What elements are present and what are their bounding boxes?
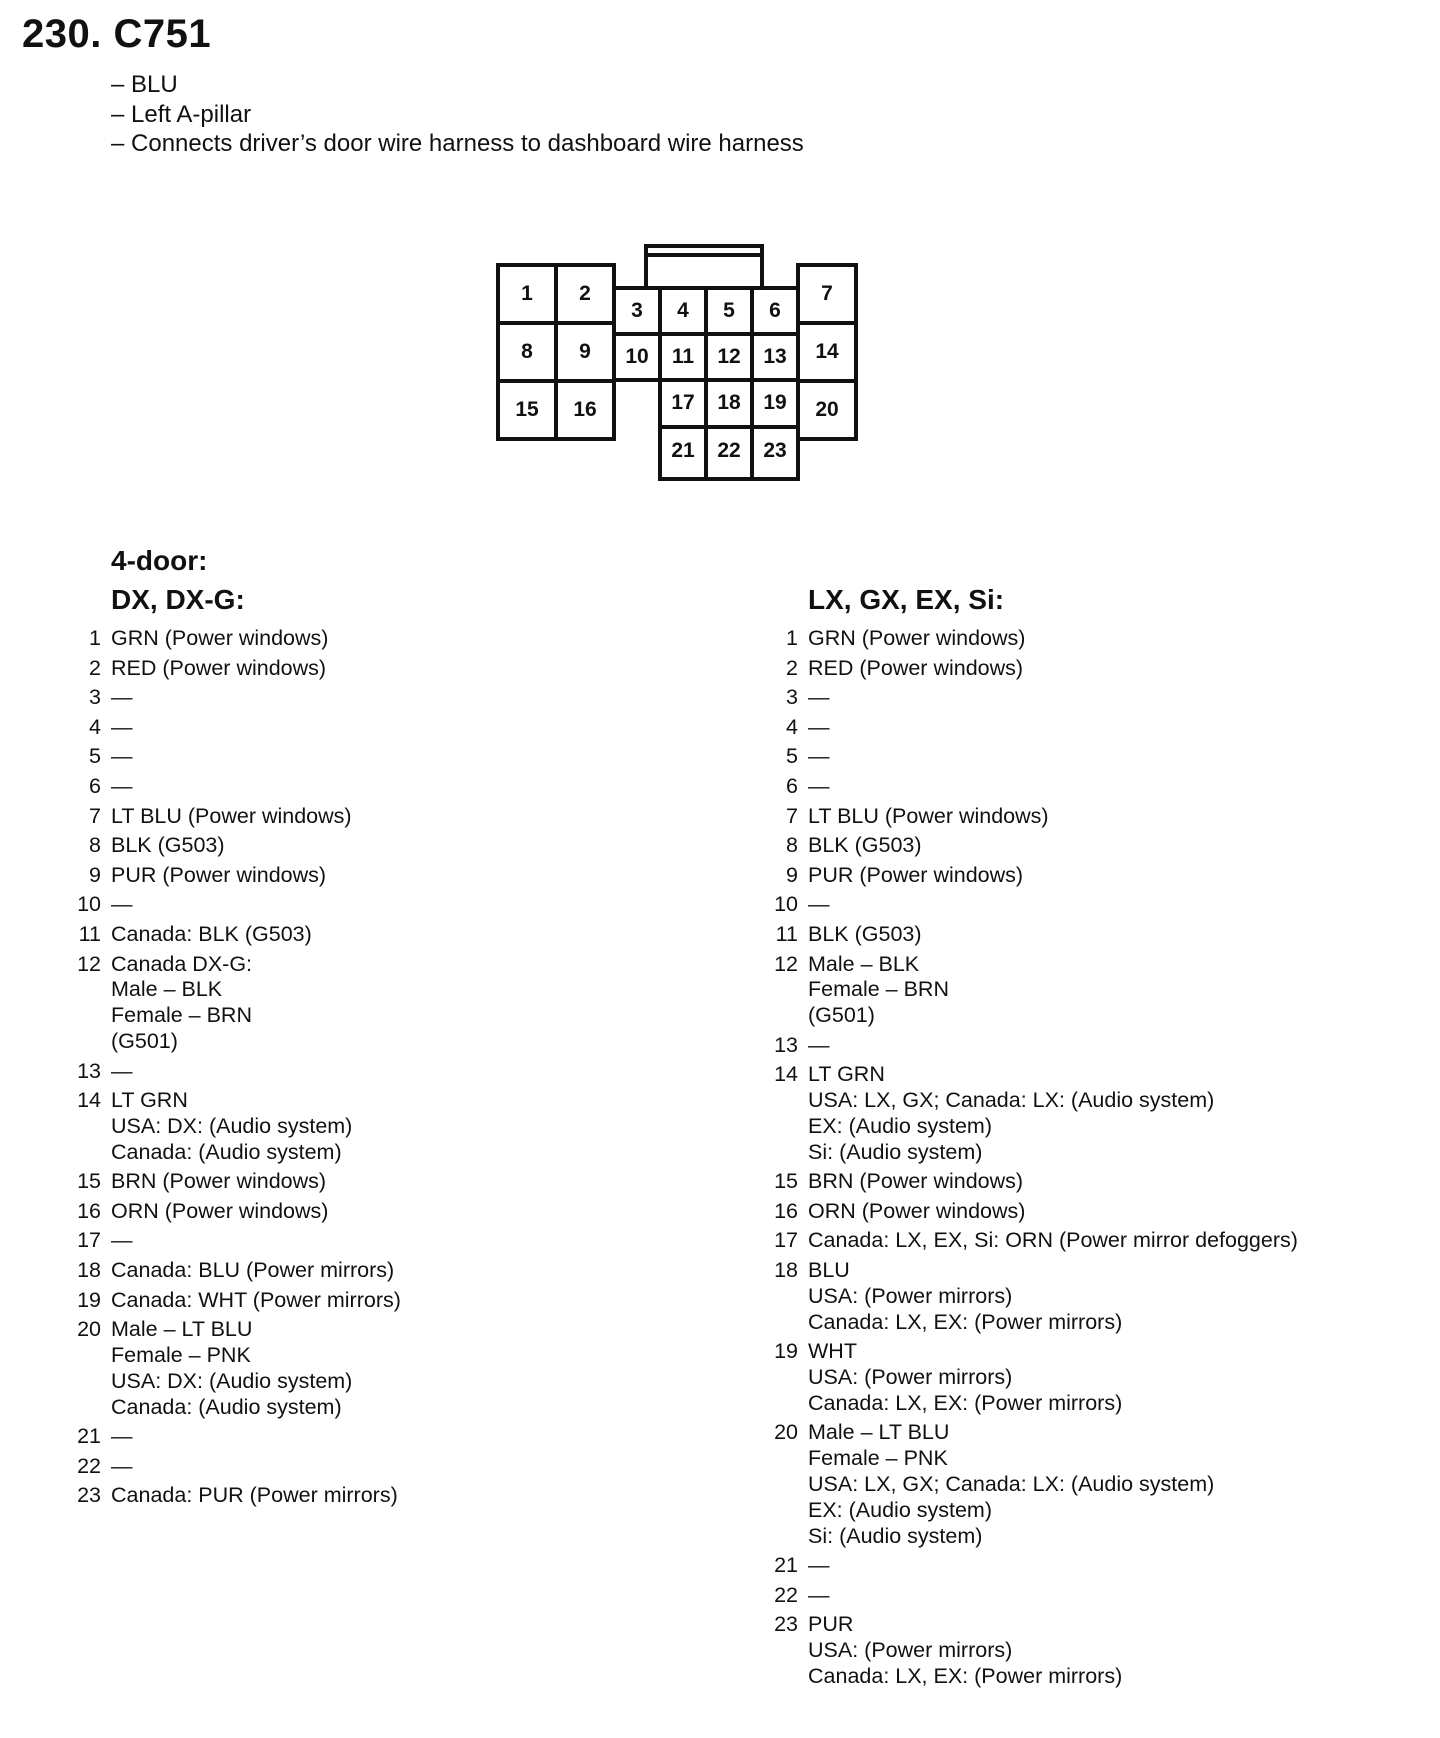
pin-description-line: LT GRN <box>111 1088 188 1113</box>
pin-entry <box>68 626 401 652</box>
pin-entry <box>765 1583 1298 1609</box>
pin-entry <box>68 1454 401 1480</box>
pin-entry <box>68 1288 401 1314</box>
pin-entry <box>765 1228 1298 1254</box>
pin-number: 23 <box>77 1483 101 1508</box>
pin-description-line: BLU <box>808 1258 850 1283</box>
pin-entry <box>68 744 401 770</box>
pin-description-line: BLK (G503) <box>808 833 922 858</box>
pin-3: 3 <box>631 299 643 322</box>
pin-18: 18 <box>717 391 741 414</box>
connector-purpose: – Connects driver’s door wire harness to dashboard wire harness <box>111 130 804 157</box>
pin-entry <box>765 1169 1298 1195</box>
pin-number: 10 <box>77 892 101 917</box>
pin-number: 9 <box>89 862 101 887</box>
pin-entry <box>765 952 1298 1029</box>
pin-number: 19 <box>774 1339 798 1364</box>
pin-7: 7 <box>821 282 833 305</box>
pin-description-line: — <box>808 685 830 710</box>
pin-number: 1 <box>786 626 798 650</box>
pin-description-line: GRN (Power windows) <box>111 626 329 650</box>
pin-description-line: — <box>111 1453 133 1478</box>
pin-description-line: Male – LT BLU <box>111 1317 253 1342</box>
pin-description-line: (G501) <box>111 1028 178 1053</box>
pin-number: 3 <box>89 685 101 710</box>
pin-number: 22 <box>77 1453 101 1478</box>
pin-entry <box>765 656 1298 682</box>
pin-number: 12 <box>77 951 101 976</box>
pin-description-line: EX: (Audio system) <box>808 1497 992 1522</box>
pin-number: 16 <box>774 1198 798 1223</box>
pin-number: 8 <box>786 833 798 858</box>
pin-description-line: — <box>808 892 830 917</box>
pin-description-line: Canada: PUR (Power mirrors) <box>111 1483 398 1508</box>
pin-number: 22 <box>774 1582 798 1607</box>
pin-description-line: USA: DX: (Audio system) <box>111 1368 353 1393</box>
pin-entry <box>68 952 401 1055</box>
pin-description-line: Canada: BLU (Power mirrors) <box>111 1258 395 1283</box>
pin-number: 3 <box>786 685 798 710</box>
pin-number: 6 <box>89 773 101 798</box>
pin-4: 4 <box>677 299 689 322</box>
connector-diagram <box>494 243 864 483</box>
pin-description-line: Female – BRN <box>111 1003 252 1028</box>
pin-description-line: ORN (Power windows) <box>111 1198 329 1223</box>
pin-number: 2 <box>786 655 798 680</box>
right-column-heading: LX, GX, EX, Si: <box>808 584 1005 615</box>
pin-description-line: USA: LX, GX; Canada: LX: (Audio system) <box>808 1472 1215 1497</box>
pin-entry <box>68 685 401 711</box>
pin-number: 17 <box>77 1228 101 1253</box>
pin-description-line: LT BLU (Power windows) <box>808 803 1049 828</box>
pin-description-line: USA: DX: (Audio system) <box>111 1113 353 1138</box>
pin-21: 21 <box>671 439 695 462</box>
pin-entry <box>765 1199 1298 1225</box>
pin-description-line: Male – BLK <box>808 951 920 976</box>
pin-description-line: — <box>111 714 133 739</box>
pin-description-line: — <box>111 685 133 710</box>
pin-entry <box>765 715 1298 741</box>
pin-number: 23 <box>774 1612 798 1637</box>
pin-entry <box>68 863 401 889</box>
right-pin-list <box>765 626 1298 1694</box>
pin-19: 19 <box>763 391 787 414</box>
section-heading-4-door: 4-door: <box>111 545 208 576</box>
pin-number: 19 <box>77 1287 101 1312</box>
left-pin-list <box>68 626 401 1513</box>
pin-number: 7 <box>89 803 101 828</box>
pin-number: 14 <box>774 1062 798 1087</box>
pin-description-line: BRN (Power windows) <box>808 1169 1024 1194</box>
pin-entry <box>68 1483 401 1509</box>
pin-number: 8 <box>89 833 101 858</box>
pin-entry <box>68 804 401 830</box>
pin-entry <box>765 804 1298 830</box>
pin-description-line: — <box>808 773 830 798</box>
pin-entry <box>765 685 1298 711</box>
pin-entry <box>68 1059 401 1085</box>
pin-20: 20 <box>815 398 839 421</box>
connector-location: – Left A-pillar <box>111 100 252 128</box>
pin-number: 21 <box>77 1424 101 1449</box>
pin-description-line: WHT <box>808 1339 857 1364</box>
pin-10: 10 <box>625 345 649 368</box>
pin-description-line: — <box>111 1228 133 1253</box>
pin-number: 16 <box>77 1198 101 1223</box>
pin-description-line: Si: (Audio system) <box>808 1523 983 1548</box>
pin-entry <box>68 656 401 682</box>
pin-entry <box>68 774 401 800</box>
pin-number: 18 <box>774 1258 798 1283</box>
pin-number: 11 <box>775 921 798 946</box>
pin-number: 4 <box>786 714 798 739</box>
pin-description-line: USA: (Power mirrors) <box>808 1365 1013 1390</box>
pin-entry <box>765 1339 1298 1416</box>
pin-number: 20 <box>77 1317 101 1342</box>
pin-13: 13 <box>763 345 787 368</box>
pin-description-line: Canada: LX, EX: (Power mirrors) <box>808 1664 1123 1689</box>
pin-entry <box>765 922 1298 948</box>
pin-number: 12 <box>774 951 798 976</box>
pin-description-line: PUR (Power windows) <box>808 862 1024 887</box>
pin-entry <box>765 1258 1298 1335</box>
pin-number: 14 <box>77 1088 101 1113</box>
pin-description-line: — <box>808 1553 830 1578</box>
pin-entry <box>68 1317 401 1420</box>
pin-description-line: Si: (Audio system) <box>808 1139 983 1164</box>
pin-description-line: — <box>808 1582 830 1607</box>
pin-number: 2 <box>89 655 101 680</box>
pin-description-line: BLK (G503) <box>808 921 922 946</box>
pin-description-line: LT GRN <box>808 1062 885 1087</box>
pin-entry <box>68 1228 401 1254</box>
connector-description <box>111 70 804 159</box>
pin-number: 13 <box>77 1058 101 1083</box>
pin-number: 7 <box>786 803 798 828</box>
pin-description-line: Male – LT BLU <box>808 1420 950 1445</box>
pin-description-line: (G501) <box>808 1003 875 1028</box>
pin-number: 1 <box>89 626 101 650</box>
connector-latch <box>646 246 762 288</box>
pin-11: 11 <box>671 345 695 368</box>
pin-description-line: LT BLU (Power windows) <box>111 803 352 828</box>
pin-description-line: ORN (Power windows) <box>808 1198 1026 1223</box>
pin-entry <box>765 863 1298 889</box>
pin-description-line: Canada: LX, EX: (Power mirrors) <box>808 1309 1123 1334</box>
pin-description-line: RED (Power windows) <box>808 655 1024 680</box>
pin-number: 15 <box>77 1169 101 1194</box>
pin-22: 22 <box>717 439 741 462</box>
pin-5: 5 <box>723 299 735 322</box>
pin-description-line: — <box>808 714 830 739</box>
pin-description-line: BLK (G503) <box>111 833 225 858</box>
left-column-heading: DX, DX-G: <box>111 584 245 615</box>
pin-description-line: Female – BRN <box>808 977 949 1002</box>
pin-number: 11 <box>78 921 101 946</box>
pin-number: 21 <box>774 1553 798 1578</box>
pin-2: 2 <box>579 282 591 305</box>
pin-description-line: EX: (Audio system) <box>808 1113 992 1138</box>
pin-15: 15 <box>515 398 539 421</box>
pin-description-line: GRN (Power windows) <box>808 626 1026 650</box>
pin-number: 13 <box>774 1032 798 1057</box>
pin-description-line: — <box>111 773 133 798</box>
pin-description-line: Canada: LX, EX, Si: ORN (Power mirror defoggers) <box>808 1228 1298 1253</box>
pin-description-line: Canada: (Audio system) <box>111 1394 342 1419</box>
pin-description-line: — <box>111 1424 133 1449</box>
pin-description-line: — <box>111 892 133 917</box>
pin-description-line: USA: (Power mirrors) <box>808 1283 1013 1308</box>
pin-number: 4 <box>89 714 101 739</box>
pin-number: 10 <box>774 892 798 917</box>
pin-number: 9 <box>786 862 798 887</box>
pin-number: 6 <box>786 773 798 798</box>
pin-16: 16 <box>573 398 597 421</box>
pin-number: 18 <box>77 1258 101 1283</box>
pin-description-line: — <box>111 744 133 769</box>
pin-number: 15 <box>774 1169 798 1194</box>
pin-entry <box>68 1169 401 1195</box>
pin-entry <box>68 892 401 918</box>
pin-description-line: Canada: BLK (G503) <box>111 921 312 946</box>
pin-entry <box>68 922 401 948</box>
pin-23: 23 <box>763 439 787 462</box>
pin-number: 5 <box>786 744 798 769</box>
pin-entry <box>765 1033 1298 1059</box>
pin-description-line: Canada: (Audio system) <box>111 1139 342 1164</box>
pin-description-line: — <box>808 744 830 769</box>
pin-description-line: PUR <box>808 1612 854 1637</box>
pin-17: 17 <box>671 391 695 414</box>
pin-description-line: USA: LX, GX; Canada: LX: (Audio system) <box>808 1088 1215 1113</box>
pin-entry <box>765 1062 1298 1165</box>
pin-9: 9 <box>579 340 591 363</box>
pin-entry <box>765 833 1298 859</box>
pin-entry <box>765 626 1298 652</box>
pin-12: 12 <box>717 345 741 368</box>
pin-description-line: BRN (Power windows) <box>111 1169 327 1194</box>
page-title: 230. C751 <box>22 12 212 56</box>
pin-8: 8 <box>521 340 533 363</box>
pin-6: 6 <box>769 299 781 322</box>
pin-description-line: USA: (Power mirrors) <box>808 1638 1013 1663</box>
pin-entry <box>765 892 1298 918</box>
pin-description-line: Female – PNK <box>111 1343 251 1368</box>
pin-entry <box>765 1420 1298 1549</box>
pin-description-line: — <box>111 1058 133 1083</box>
pin-entry <box>68 1258 401 1284</box>
pin-description-line: Canada DX-G: <box>111 951 253 976</box>
pin-number: 17 <box>774 1228 798 1253</box>
pin-entry <box>68 715 401 741</box>
pin-number: 20 <box>774 1420 798 1445</box>
pin-entry <box>765 744 1298 770</box>
pin-entry <box>68 1424 401 1450</box>
pin-description-line: RED (Power windows) <box>111 655 327 680</box>
pin-1: 1 <box>521 282 533 305</box>
connector-color: – BLU <box>111 71 178 98</box>
pin-description-line: PUR (Power windows) <box>111 862 327 887</box>
pin-14: 14 <box>815 340 839 363</box>
pin-description-line: Female – PNK <box>808 1446 948 1471</box>
pin-description-line: Canada: WHT (Power mirrors) <box>111 1287 401 1312</box>
pin-entry <box>765 1612 1298 1689</box>
pin-description-line: — <box>808 1032 830 1057</box>
pin-entry <box>68 833 401 859</box>
pin-entry <box>765 1553 1298 1579</box>
pin-entry <box>68 1088 401 1165</box>
pin-description-line: Male – BLK <box>111 977 223 1002</box>
pin-number: 5 <box>89 744 101 769</box>
pin-description-line: Canada: LX, EX: (Power mirrors) <box>808 1390 1123 1415</box>
pin-entry <box>68 1199 401 1225</box>
pin-entry <box>765 774 1298 800</box>
